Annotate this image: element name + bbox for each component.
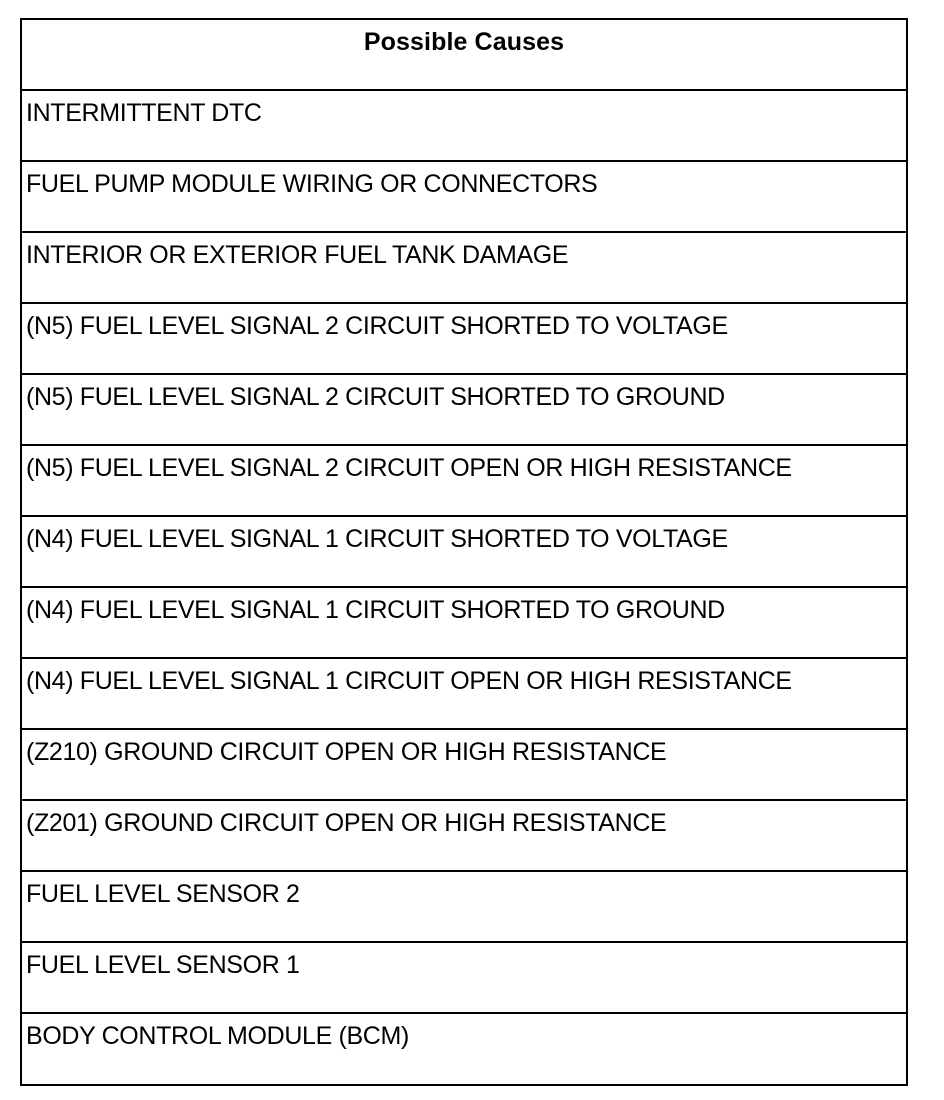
table-row <box>22 801 906 872</box>
table-row <box>22 730 906 801</box>
table-row <box>22 91 906 162</box>
table-row <box>22 943 906 1014</box>
table-cell: FUEL LEVEL SENSOR 2 <box>26 880 300 908</box>
possible-causes-table <box>20 18 908 1086</box>
table-cell: (N4) FUEL LEVEL SIGNAL 1 CIRCUIT SHORTED TO GROUND <box>26 596 725 624</box>
table-cell: (N4) FUEL LEVEL SIGNAL 1 CIRCUIT OPEN OR HIGH RESISTANCE <box>26 667 792 695</box>
table-cell: (Z201) GROUND CIRCUIT OPEN OR HIGH RESISTANCE <box>26 809 667 837</box>
table-header: Possible Causes <box>363 28 565 56</box>
table-cell: INTERIOR OR EXTERIOR FUEL TANK DAMAGE <box>26 241 569 269</box>
table-row <box>22 588 906 659</box>
table-cell: FUEL PUMP MODULE WIRING OR CONNECTORS <box>26 170 598 198</box>
table-cell: FUEL LEVEL SENSOR 1 <box>26 951 300 979</box>
table-row <box>22 659 906 730</box>
table-row <box>22 304 906 375</box>
table-row <box>22 1014 906 1084</box>
table-cell: (Z210) GROUND CIRCUIT OPEN OR HIGH RESISTANCE <box>26 738 667 766</box>
table-row <box>22 446 906 517</box>
table-cell: BODY CONTROL MODULE (BCM) <box>26 1022 409 1050</box>
table-cell: (N5) FUEL LEVEL SIGNAL 2 CIRCUIT SHORTED TO VOLTAGE <box>26 312 728 340</box>
table-row <box>22 162 906 233</box>
table-header-row <box>22 20 906 91</box>
table-cell: (N4) FUEL LEVEL SIGNAL 1 CIRCUIT SHORTED TO VOLTAGE <box>26 525 728 553</box>
table-row <box>22 233 906 304</box>
table-row <box>22 517 906 588</box>
table-row <box>22 872 906 943</box>
table-row <box>22 375 906 446</box>
table-cell: INTERMITTENT DTC <box>26 99 262 127</box>
table-cell: (N5) FUEL LEVEL SIGNAL 2 CIRCUIT SHORTED TO GROUND <box>26 383 725 411</box>
table-cell: (N5) FUEL LEVEL SIGNAL 2 CIRCUIT OPEN OR HIGH RESISTANCE <box>26 454 792 482</box>
